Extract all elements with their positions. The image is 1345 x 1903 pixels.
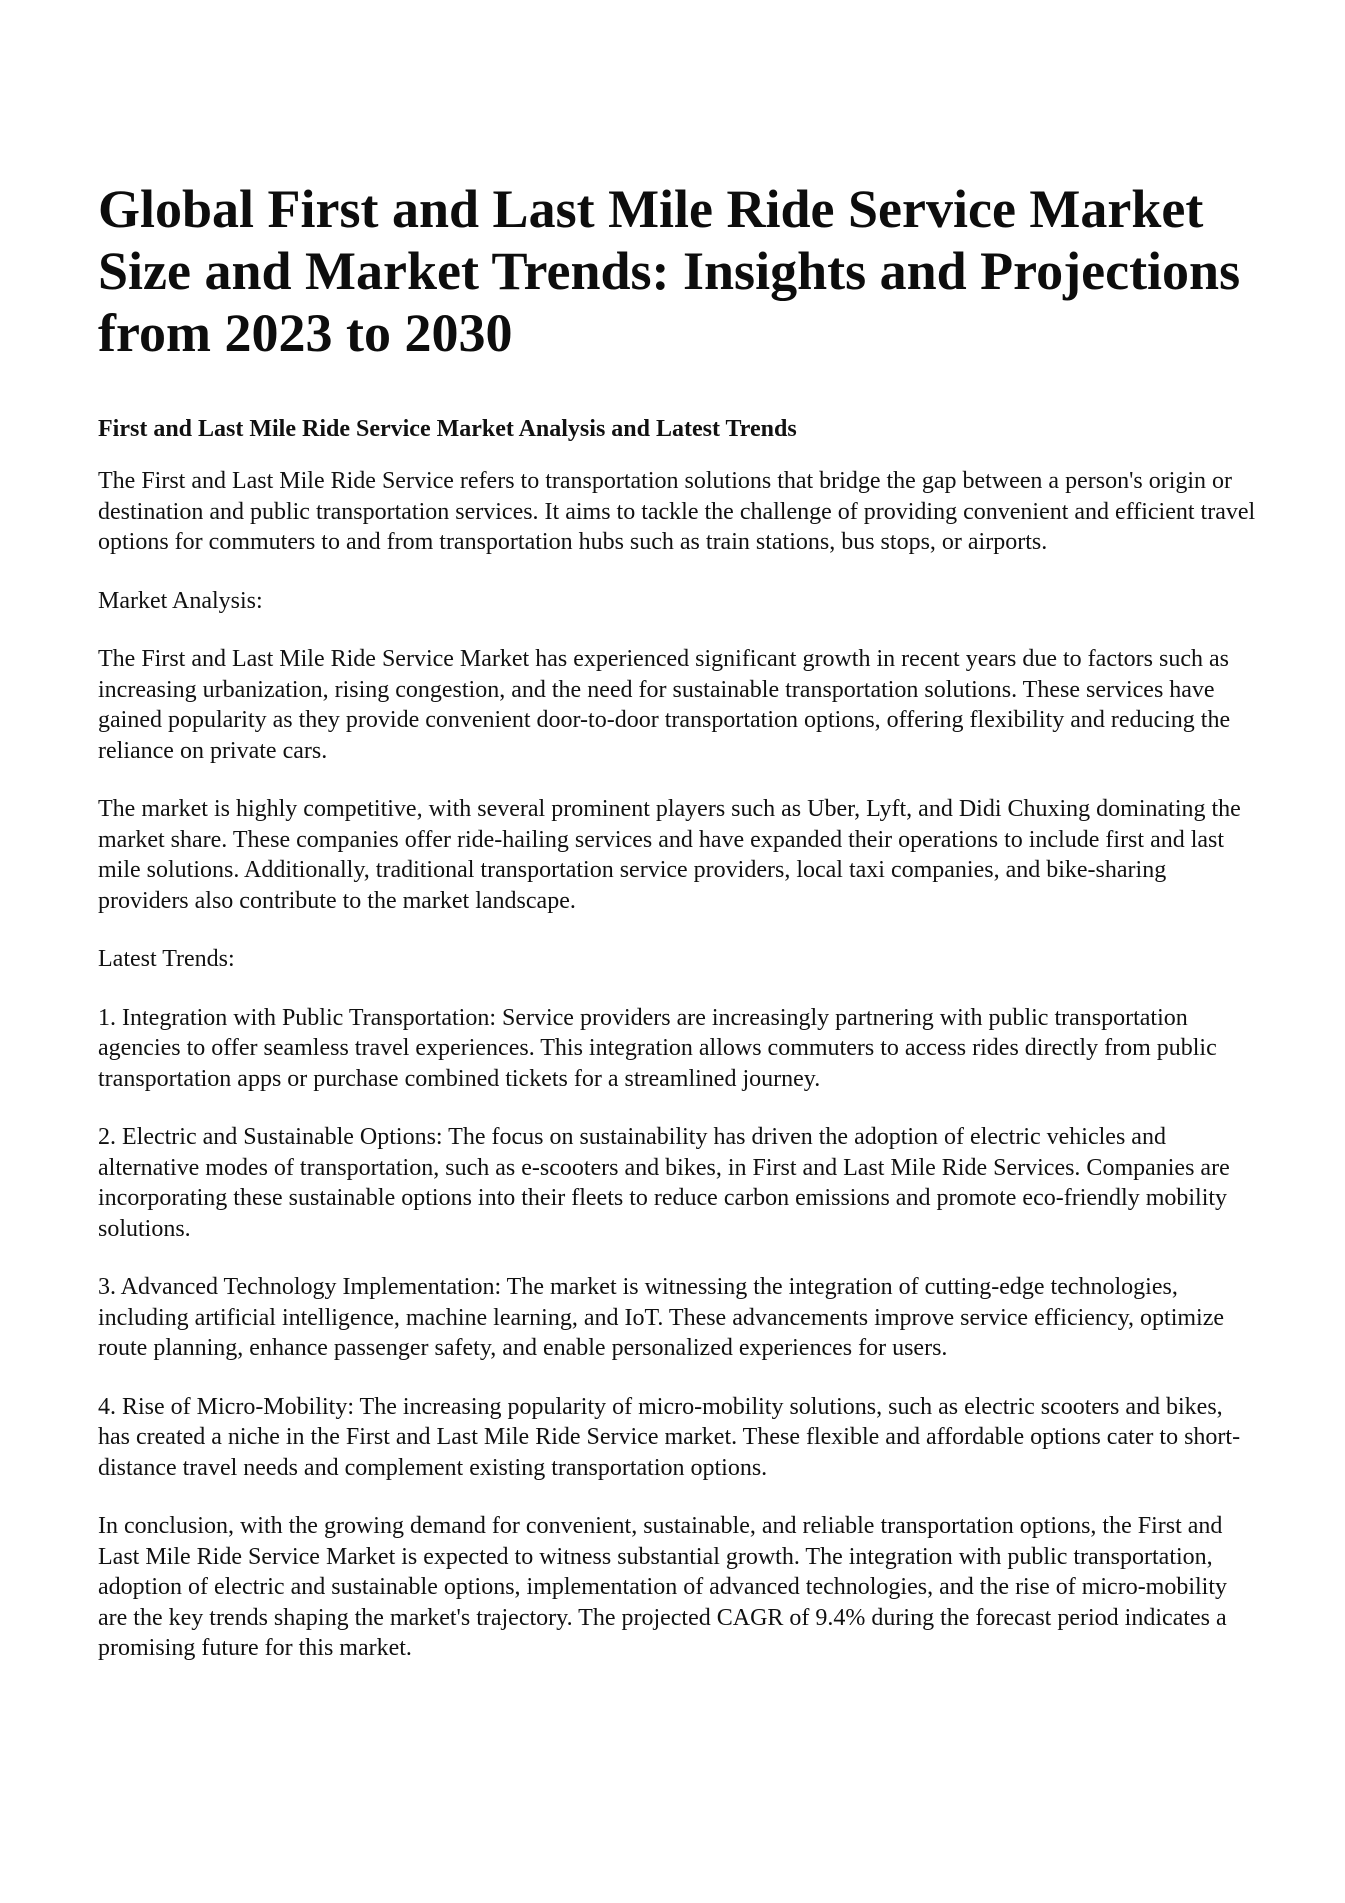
document-title: Global First and Last Mile Ride Service Market Size and Market Trends: Insights and Projections from 2023 to 2030: [98, 179, 1241, 363]
latest-trends-heading: Latest Trends:: [98, 946, 235, 972]
conclusion-paragraph: In conclusion, with the growing demand for convenient, sustainable, and reliable transportation options, the First and Last Mile Ride Service Market is expected to witness substantial growth. The integration with public transportation, adoption of electric and sustainable options, implementation of advanced technologies, and the rise of micro-mobility are the key trends shaping the market's trajectory. The projected CAGR of 9.4% during the forecast period indicates a promising future for this market.: [98, 1513, 1228, 1661]
document-page: [98, 178, 1258, 1692]
trend-item-4: 4. Rise of Micro-Mobility: The increasing popularity of micro-mobility solutions, such as electric scooters and bikes, has created a niche in the First and Last Mile Ride Service market. These flexible and affordable options cater to short-distance travel needs and complement existing transportation options.: [98, 1393, 1241, 1481]
market-analysis-paragraph-2: The market is highly competitive, with several prominent players such as Uber, Lyft, and Didi Chuxing dominating the market share. These companies offer ride-hailing services and have expanded their operations to include first and last mile solutions. Additionally, traditional transportation service providers, local taxi companies, and bike-sharing providers also contribute to the market landscape.: [98, 796, 1241, 914]
section-subtitle: First and Last Mile Ride Service Market Analysis and Latest Trends: [98, 416, 797, 442]
trend-item-3: 3. Advanced Technology Implementation: The market is witnessing the integration of cutting-edge technologies, including artificial intelligence, machine learning, and IoT. These advancements improve service efficiency, optimize route planning, enhance passenger safety, and enable personalized experiences for users.: [98, 1274, 1224, 1361]
market-analysis-paragraph-1: The First and Last Mile Ride Service Market has experienced significant growth in recent years due to factors such as increasing urbanization, rising congestion, and the need for sustainable transportation solutions. These services have gained popularity as they provide convenient door-to-door transportation options, offering flexibility and reducing the reliance on private cars.: [98, 646, 1231, 764]
intro-paragraph: The First and Last Mile Ride Service refers to transportation solutions that bridge the gap between a person's origin or destination and public transportation services. It aims to tackle the challenge of providing convenient and efficient travel options for commuters to and from transportation hubs such as train stations, bus stops, or airports.: [98, 468, 1256, 555]
trend-item-1: 1. Integration with Public Transportation: Service providers are increasingly partnering with public transportation agencies to offer seamless travel experiences. This integration allows commuters to access rides directly from public transportation apps or purchase combined tickets for a streamlined journey.: [98, 1004, 1217, 1092]
trend-item-2: 2. Electric and Sustainable Options: The focus on sustainability has driven the adoption of electric vehicles and alternative modes of transportation, such as e-scooters and bikes, in First and Last Mile Ride Services. Companies are incorporating these sustainable options into their fleets to reduce carbon emissions and promote eco-friendly mobility solutions.: [98, 1124, 1230, 1242]
market-analysis-heading: Market Analysis:: [98, 587, 263, 614]
